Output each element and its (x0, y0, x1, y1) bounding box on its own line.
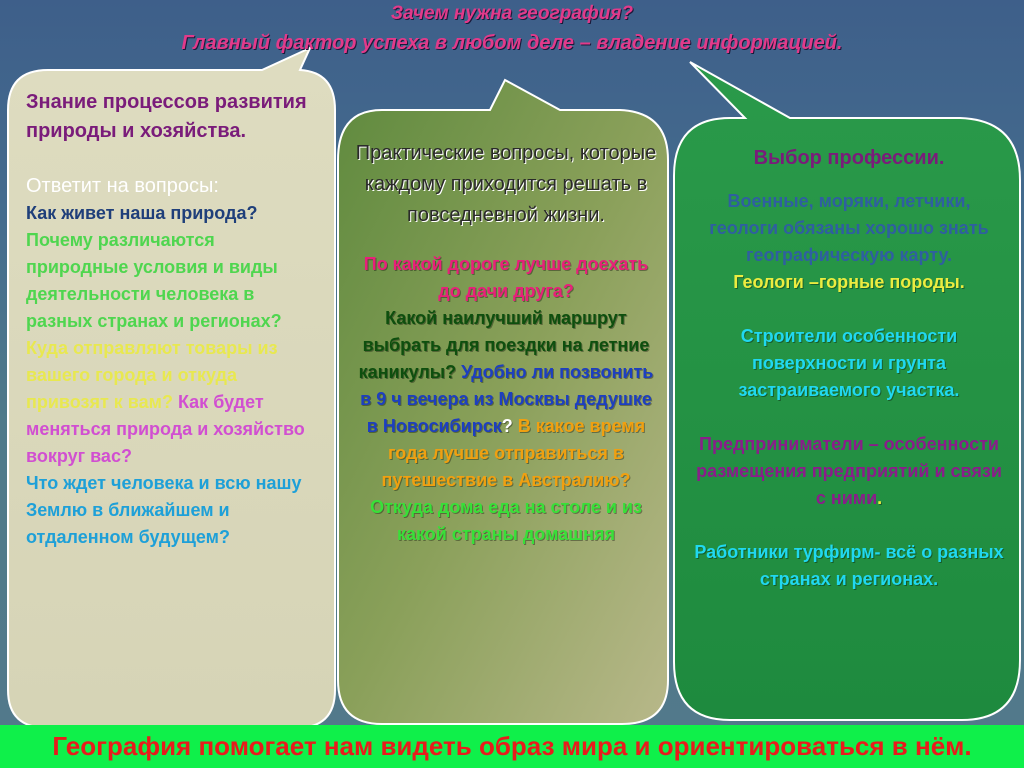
question-australia: В какое время года лучше отправиться в путешествие в Австралию? (381, 416, 646, 490)
profession-builders: Строители особенности поверхности и грунта застраиваемого участка. (738, 326, 960, 400)
question-food: Откуда дома еда на столе и из какой страны домашняя (370, 497, 642, 544)
middle-bubble-text (355, 138, 657, 548)
question-route: Какой наилучший маршрут выбрать для поездки на летние каникулы? (358, 308, 650, 382)
right-bubble-text (694, 145, 1004, 593)
profession-entrepreneurs: Предприниматели – особенности размещения предприятий и связи с ними (696, 434, 1002, 508)
middle-title: Практические вопросы, которые каждому приходится решать в повседневной жизни. (355, 142, 657, 226)
question-road: По какой дороге лучше доехать до дачи друга? (363, 254, 649, 301)
question-call-mark: ? (501, 416, 513, 436)
question-conditions: Почему различаются природные условия и виды деятельности человека в разных странах и регионах? (26, 230, 282, 331)
footer-banner: География помогает нам видеть образ мира и ориентироваться в нём. (0, 725, 1024, 768)
question-change: Как будет меняться природа и хозяйство вокруг вас? (26, 392, 305, 466)
profession-geologists: Геологи –горные породы. (733, 272, 965, 292)
question-call: Удобно ли позвонить в 9 ч вечера из Москвы дедушке в Новосибирск (360, 362, 654, 436)
question-goods: Куда отправляют товары из вашего города и откуда привозят к вам? (26, 338, 278, 412)
left-bubble-text (26, 88, 322, 551)
answers-label: Ответит на вопросы: (26, 175, 219, 197)
left-title: Знание процессов развития природы и хозяйства. (26, 91, 307, 142)
profession-entrepreneurs-dot: . (877, 488, 883, 508)
header-statement: Главный фактор успеха в любом деле – владение информацией. (181, 32, 843, 54)
header-question: Зачем нужна география? (390, 3, 634, 24)
right-title: Выбор профессии. (753, 147, 945, 169)
profession-military: Военные, моряки, летчики, геологи обязаны хорошо знать географическую карту. (709, 191, 989, 265)
profession-tourism: Работники турфирм- всё о разных странах и регионах. (694, 542, 1004, 589)
question-future: Что ждет человека и всю нашу Землю в ближайшем и отдаленном будущем? (26, 473, 302, 547)
question-nature: Как живет наша природа? (26, 203, 258, 223)
